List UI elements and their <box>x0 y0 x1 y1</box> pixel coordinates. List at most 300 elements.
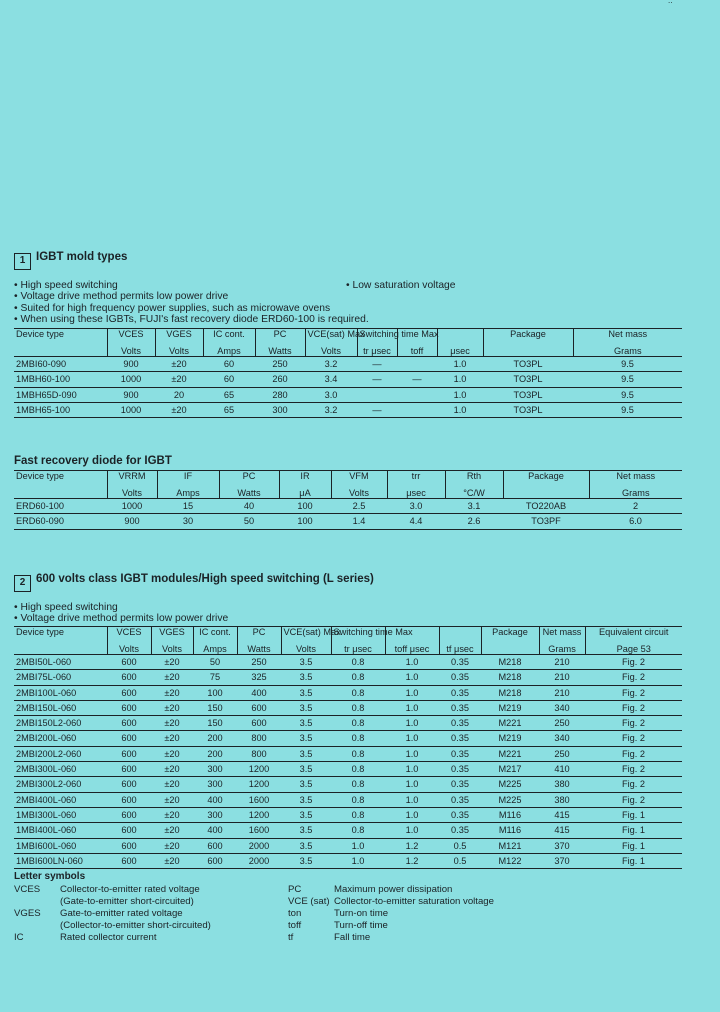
column-header: Switching time Max <box>331 627 385 642</box>
column-header: VGES <box>151 627 193 642</box>
table-cell <box>397 387 437 402</box>
letter-symbol-row <box>14 896 211 908</box>
device-type-cell: 2MBI400L-060 <box>14 792 107 807</box>
symbol-description: (Collector-to-emitter short-circuited) <box>60 920 211 931</box>
bullet: • When using these IGBTs, FUJI's fast recovery diode ERD60-100 is required. <box>14 314 369 326</box>
table-cell: 600 <box>121 687 137 698</box>
table-cell: 65 <box>223 404 235 415</box>
table-cell: 600 <box>121 809 137 820</box>
column-header: tr μsec <box>357 343 397 357</box>
device-type-cell: ERD60-090 <box>14 514 107 529</box>
letter-symbol-row <box>288 932 494 944</box>
table-cell <box>397 357 437 372</box>
table-row <box>14 823 682 838</box>
table-row <box>14 514 682 529</box>
table-cell: M219 <box>498 702 522 713</box>
table-row <box>14 731 682 746</box>
table-cell: ±20 <box>164 840 180 851</box>
table-cell: 325 <box>251 672 267 683</box>
symbol-description: Gate-to-emitter rated voltage <box>60 908 183 919</box>
letter-symbol-row <box>14 884 211 896</box>
table-cell: TO3PL <box>513 404 543 415</box>
table-cell: ±20 <box>164 809 180 820</box>
device-type-cell: ERD60-100 <box>14 499 107 514</box>
table-cell: 3.5 <box>299 702 313 713</box>
table-cell: ±20 <box>164 855 180 866</box>
symbol: VCE (sat) <box>288 896 330 907</box>
column-header: IC cont. <box>203 329 255 344</box>
table-cell: 200 <box>207 748 223 759</box>
header-row <box>14 329 682 344</box>
bullet: • Suited for high frequency power supplies, such as microwave ovens <box>14 302 331 314</box>
table-cell: 50 <box>209 657 221 667</box>
table-cell: Fig. 2 <box>622 657 645 667</box>
table-cell: 600 <box>121 733 137 744</box>
table-cell: ±20 <box>164 825 180 836</box>
column-header: trr <box>387 471 445 486</box>
device-type-cell: 1MBI400L-060 <box>14 823 107 838</box>
table-row <box>14 777 682 792</box>
column-header: VCES <box>107 627 151 642</box>
letter-symbol-row <box>288 920 494 932</box>
section-number-icon: 1 <box>14 253 31 270</box>
device-type-cell: 2MBI100L-060 <box>14 685 107 700</box>
table-cell: 0.8 <box>351 657 365 667</box>
table-cell: 415 <box>554 809 570 820</box>
table-cell: 800 <box>251 748 267 759</box>
table-row <box>14 838 682 853</box>
column-header: Page 53 <box>585 641 682 655</box>
table-cell: 0.35 <box>451 718 469 729</box>
table-cell: 0.35 <box>451 779 469 790</box>
symbol-description: Collector-to-emitter saturation voltage <box>334 896 494 907</box>
column-header: Rth <box>445 471 503 486</box>
symbol: IC <box>14 932 24 943</box>
table-cell: — <box>372 359 382 369</box>
table-cell: 100 <box>207 687 223 698</box>
table-cell: 600 <box>121 779 137 790</box>
l-series-table <box>14 626 682 869</box>
table-cell: 3.2 <box>324 359 338 369</box>
device-type-cell: 1MBH60-100 <box>14 372 107 387</box>
column-header: Watts <box>237 641 281 655</box>
column-header: Amps <box>203 343 255 357</box>
table-row <box>14 387 682 402</box>
device-type-cell: 2MBI150L2-060 <box>14 716 107 731</box>
table-cell: 380 <box>554 794 570 805</box>
table-row <box>14 670 682 685</box>
table-cell: 0.8 <box>351 718 365 729</box>
table-cell: 900 <box>123 359 139 369</box>
table-cell: 1.0 <box>405 718 419 729</box>
column-header <box>14 485 107 499</box>
corner-mark: .. <box>668 0 673 5</box>
device-type-cell: 2MBI200L2-060 <box>14 746 107 761</box>
letter-symbol-row <box>288 896 494 908</box>
table-row <box>14 372 682 387</box>
table-cell: 0.8 <box>351 809 365 820</box>
table-cell: 2000 <box>248 840 270 851</box>
table-cell: 3.4 <box>324 374 338 385</box>
table-cell: 1.0 <box>405 764 419 775</box>
table-cell: 415 <box>554 825 570 836</box>
table-cell: TO3PL <box>513 389 543 400</box>
table-cell: ±20 <box>164 764 180 775</box>
table-cell: 250 <box>272 359 288 369</box>
table-cell: ±20 <box>171 374 187 385</box>
table-cell: ±20 <box>164 687 180 698</box>
device-type-cell: 2MBI150L-060 <box>14 700 107 715</box>
table-cell: 2000 <box>248 855 270 866</box>
column-header: PC <box>255 329 305 344</box>
table-cell: ±20 <box>171 404 187 415</box>
symbol: tf <box>288 932 294 943</box>
table-cell: 1.0 <box>405 672 419 683</box>
table-cell: 3.5 <box>299 687 313 698</box>
column-header: Equivalent circuit <box>585 627 682 642</box>
table-cell: 1.0 <box>453 404 467 415</box>
table-cell: M225 <box>498 794 522 805</box>
table-cell: TO3PL <box>513 374 543 385</box>
table-cell: 0.8 <box>351 764 365 775</box>
table-cell: 0.8 <box>351 779 365 790</box>
symbol-description: Fall time <box>334 932 371 943</box>
table-cell: 2.6 <box>467 516 481 527</box>
table-cell: 400 <box>207 825 223 836</box>
table-cell: 1.0 <box>351 840 365 851</box>
table-cell: 2 <box>632 501 639 511</box>
table-cell: 1.0 <box>405 687 419 698</box>
table-cell: Fig. 2 <box>622 794 645 805</box>
table-row <box>14 762 682 777</box>
table-cell: M218 <box>498 657 522 667</box>
table-cell: 340 <box>554 702 570 713</box>
column-header: toff μsec <box>385 641 439 655</box>
table-cell <box>397 402 437 417</box>
table-cell: 20 <box>173 389 185 400</box>
table-cell: Fig. 2 <box>622 718 645 729</box>
table-cell: TO3PL <box>513 359 543 369</box>
table-cell: 150 <box>207 702 223 713</box>
column-header <box>481 641 539 655</box>
table-cell: 400 <box>207 794 223 805</box>
table-cell: 260 <box>272 374 288 385</box>
table-cell: 65 <box>223 389 235 400</box>
table-cell: M219 <box>498 733 522 744</box>
table-cell: 9.5 <box>621 389 634 400</box>
column-header <box>437 329 483 344</box>
header-row <box>14 627 682 642</box>
table-cell: 3.5 <box>299 855 313 866</box>
table-cell: 0.35 <box>451 764 469 775</box>
column-header: Net mass <box>589 471 682 486</box>
table-cell: 60 <box>223 359 235 369</box>
table-cell: 1.0 <box>405 825 419 836</box>
table-cell: Fig. 1 <box>622 840 645 851</box>
table-cell: 3.5 <box>299 809 313 820</box>
table-cell: 3.5 <box>299 825 313 836</box>
table-cell: 0.8 <box>351 825 365 836</box>
letter-symbol-row <box>14 932 211 944</box>
table-row <box>14 357 682 372</box>
table-cell: 300 <box>272 404 288 415</box>
table-cell: — <box>412 374 422 385</box>
table-cell: 1.0 <box>453 359 467 369</box>
table-cell: 250 <box>554 748 570 759</box>
device-type-cell: 1MBI300L-060 <box>14 807 107 822</box>
column-header: tf μsec <box>439 641 481 655</box>
table-cell: ±20 <box>164 702 180 713</box>
table-cell: ±20 <box>164 672 180 683</box>
table-cell: M122 <box>498 855 522 866</box>
table-cell: 100 <box>297 501 313 511</box>
section-title-text: IGBT mold types <box>36 251 128 263</box>
table-cell: 1.0 <box>453 389 467 400</box>
table-cell: 1600 <box>248 794 270 805</box>
table-cell: 0.35 <box>451 748 469 759</box>
table-cell: 1.0 <box>405 702 419 713</box>
table-cell: 0.35 <box>451 809 469 820</box>
table-cell: 800 <box>251 733 267 744</box>
header-row <box>14 471 682 486</box>
table-cell: 600 <box>121 702 137 713</box>
column-header: μsec <box>437 343 483 357</box>
table-cell: 1200 <box>248 764 270 775</box>
column-header: VFM <box>331 471 387 486</box>
column-header <box>14 343 107 357</box>
table-cell: 340 <box>554 733 570 744</box>
column-header <box>439 627 481 642</box>
table-cell: 600 <box>207 855 223 866</box>
column-header: VCE(sat) Max <box>305 329 357 344</box>
table-cell: Fig. 1 <box>622 809 645 820</box>
table-cell: M221 <box>498 718 522 729</box>
table-cell: 1600 <box>248 825 270 836</box>
table-row <box>14 807 682 822</box>
column-header <box>503 485 589 499</box>
column-header: tr μsec <box>331 641 385 655</box>
letter-symbol-row <box>288 908 494 920</box>
table-cell: 1000 <box>120 374 142 385</box>
table-cell: ±20 <box>164 657 180 667</box>
table-cell: 0.8 <box>351 702 365 713</box>
table-cell: 30 <box>182 516 194 527</box>
table-cell: 1200 <box>248 809 270 820</box>
device-type-cell: 2MBI200L-060 <box>14 731 107 746</box>
column-header: Net mass <box>573 329 682 344</box>
table-cell: 1.0 <box>453 374 467 385</box>
table-row <box>14 700 682 715</box>
symbol-description: (Gate-to-emitter short-circuited) <box>60 896 194 907</box>
table-cell: 280 <box>272 389 288 400</box>
table-cell: 3.2 <box>324 404 338 415</box>
table-cell: M121 <box>498 840 522 851</box>
table-cell: TO220AB <box>525 501 567 511</box>
header-row <box>14 641 682 655</box>
table-cell: Fig. 2 <box>622 687 645 698</box>
symbol-description: Rated collector current <box>60 932 157 943</box>
bullet: • High speed switching <box>14 602 118 613</box>
table-cell: 1.0 <box>351 855 365 866</box>
device-type-cell: 1MBI600LN-060 <box>14 853 107 868</box>
table-cell: 3.5 <box>299 718 313 729</box>
table-cell: 210 <box>554 657 570 667</box>
table-cell: M225 <box>498 779 522 790</box>
bullet: • Voltage drive method permits low power drive <box>14 291 229 303</box>
table-cell: 600 <box>207 840 223 851</box>
table-cell: Fig. 2 <box>622 702 645 713</box>
table-cell: 60 <box>223 374 235 385</box>
table-cell: 0.8 <box>351 672 365 683</box>
table-cell: 600 <box>251 718 267 729</box>
table-cell: 3.5 <box>299 764 313 775</box>
column-header: VCES <box>107 329 155 344</box>
column-header: Volts <box>281 641 331 655</box>
table-cell: 100 <box>297 516 313 527</box>
table-cell: 0.8 <box>351 748 365 759</box>
symbol-description: Collector-to-emitter rated voltage <box>60 884 200 895</box>
table-cell: M217 <box>498 764 522 775</box>
table-cell: M116 <box>498 825 522 836</box>
column-header: IF <box>157 471 219 486</box>
column-header: VGES <box>155 329 203 344</box>
table-cell: 0.8 <box>351 794 365 805</box>
table-cell: 380 <box>554 779 570 790</box>
device-type-cell: 1MBH65D-090 <box>14 387 107 402</box>
column-header: Device type <box>16 329 65 339</box>
table-cell: 370 <box>554 855 570 866</box>
column-header: Grams <box>573 343 682 357</box>
table-row <box>14 716 682 731</box>
section-diode-title: Fast recovery diode for IGBT <box>14 455 172 467</box>
table-cell: M218 <box>498 672 522 683</box>
table-cell: 0.8 <box>351 733 365 744</box>
table-cell: 900 <box>124 516 140 527</box>
table-cell: 300 <box>207 779 223 790</box>
column-header: Volts <box>107 343 155 357</box>
letter-symbol-row <box>14 908 211 920</box>
table-cell: Fig. 2 <box>622 764 645 775</box>
table-cell: ±20 <box>164 718 180 729</box>
symbol-description: Maximum power dissipation <box>334 884 453 895</box>
device-type-cell: 2MBI300L-060 <box>14 762 107 777</box>
table-cell: Fig. 1 <box>622 855 645 866</box>
table-cell: 6.0 <box>629 516 642 527</box>
table-cell: 50 <box>243 516 255 527</box>
table-cell: 15 <box>182 501 194 511</box>
table-row <box>14 792 682 807</box>
table-cell: 600 <box>121 764 137 775</box>
symbol: VCES <box>14 884 41 895</box>
letter-symbols-title: Letter symbols <box>14 871 86 882</box>
table-cell: 250 <box>554 718 570 729</box>
column-header: Device type <box>16 627 65 637</box>
table-cell: 300 <box>207 809 223 820</box>
table-cell: 200 <box>207 733 223 744</box>
device-type-cell: 2MBI60-090 <box>14 357 107 372</box>
column-header: °C/W <box>445 485 503 499</box>
column-header: Volts <box>155 343 203 357</box>
column-header: IC cont. <box>193 627 237 642</box>
table-cell: 2.5 <box>352 501 366 511</box>
table-cell: 600 <box>121 672 137 683</box>
device-type-cell: 2MBI75L-060 <box>14 670 107 685</box>
table-cell: 0.35 <box>451 657 469 667</box>
table-cell: 9.5 <box>621 404 634 415</box>
table-cell: ±20 <box>164 794 180 805</box>
column-header <box>14 641 107 655</box>
table-cell: 3.5 <box>299 657 313 667</box>
column-header: VCE(sat) Max <box>281 627 331 642</box>
table-cell: — <box>372 374 382 385</box>
table-cell: M221 <box>498 748 522 759</box>
table-cell <box>357 387 397 402</box>
table-cell: 0.35 <box>451 825 469 836</box>
table-row <box>14 685 682 700</box>
letter-symbols-right <box>288 884 494 944</box>
table-cell: Fig. 1 <box>622 825 645 836</box>
column-header: Watts <box>219 485 279 499</box>
table-cell: 600 <box>121 657 137 667</box>
table-cell: 210 <box>554 672 570 683</box>
header-row <box>14 343 682 357</box>
column-header: PC <box>237 627 281 642</box>
symbol: PC <box>288 884 302 895</box>
table-cell: Fig. 2 <box>622 779 645 790</box>
table-cell: 3.5 <box>299 672 313 683</box>
column-header: μsec <box>387 485 445 499</box>
section1-bullets <box>14 280 369 326</box>
column-header: Volts <box>107 485 157 499</box>
column-header: Amps <box>157 485 219 499</box>
table-cell: 0.5 <box>453 840 467 851</box>
table-cell: 3.1 <box>467 501 481 511</box>
column-header: PC <box>219 471 279 486</box>
column-header: Grams <box>539 641 585 655</box>
table-cell: 400 <box>251 687 267 698</box>
section-title-text: 600 volts class IGBT modules/High speed switching (L series) <box>36 573 374 585</box>
table-cell: Fig. 2 <box>622 672 645 683</box>
table-cell: M218 <box>498 687 522 698</box>
table-cell: ±20 <box>171 359 187 369</box>
symbol: VGES <box>14 908 41 919</box>
table-cell: 9.5 <box>621 359 634 369</box>
symbol: toff <box>288 920 302 931</box>
column-header: Switching time Max <box>357 329 397 344</box>
table-cell: 600 <box>251 702 267 713</box>
table-cell: TO3PF <box>531 516 561 527</box>
table-cell: 600 <box>121 855 137 866</box>
column-header: Grams <box>589 485 682 499</box>
table-cell: 210 <box>554 687 570 698</box>
table-cell: 1.4 <box>352 516 366 527</box>
table-cell: 600 <box>121 748 137 759</box>
table-cell: 1200 <box>248 779 270 790</box>
table-cell: 1.0 <box>405 748 419 759</box>
table-cell: 0.35 <box>451 702 469 713</box>
table-cell: 0.5 <box>453 855 467 866</box>
device-type-cell: 1MBI600L-060 <box>14 838 107 853</box>
table-cell: 0.8 <box>351 687 365 698</box>
section3-bullets <box>14 602 228 625</box>
table-cell: 0.35 <box>451 733 469 744</box>
column-header: Watts <box>255 343 305 357</box>
table-cell: 3.5 <box>299 748 313 759</box>
symbol-description: Turn-off time <box>334 920 388 931</box>
section-mold-types-title <box>14 251 127 270</box>
section-l-series-title <box>14 573 374 592</box>
table-cell: 370 <box>554 840 570 851</box>
